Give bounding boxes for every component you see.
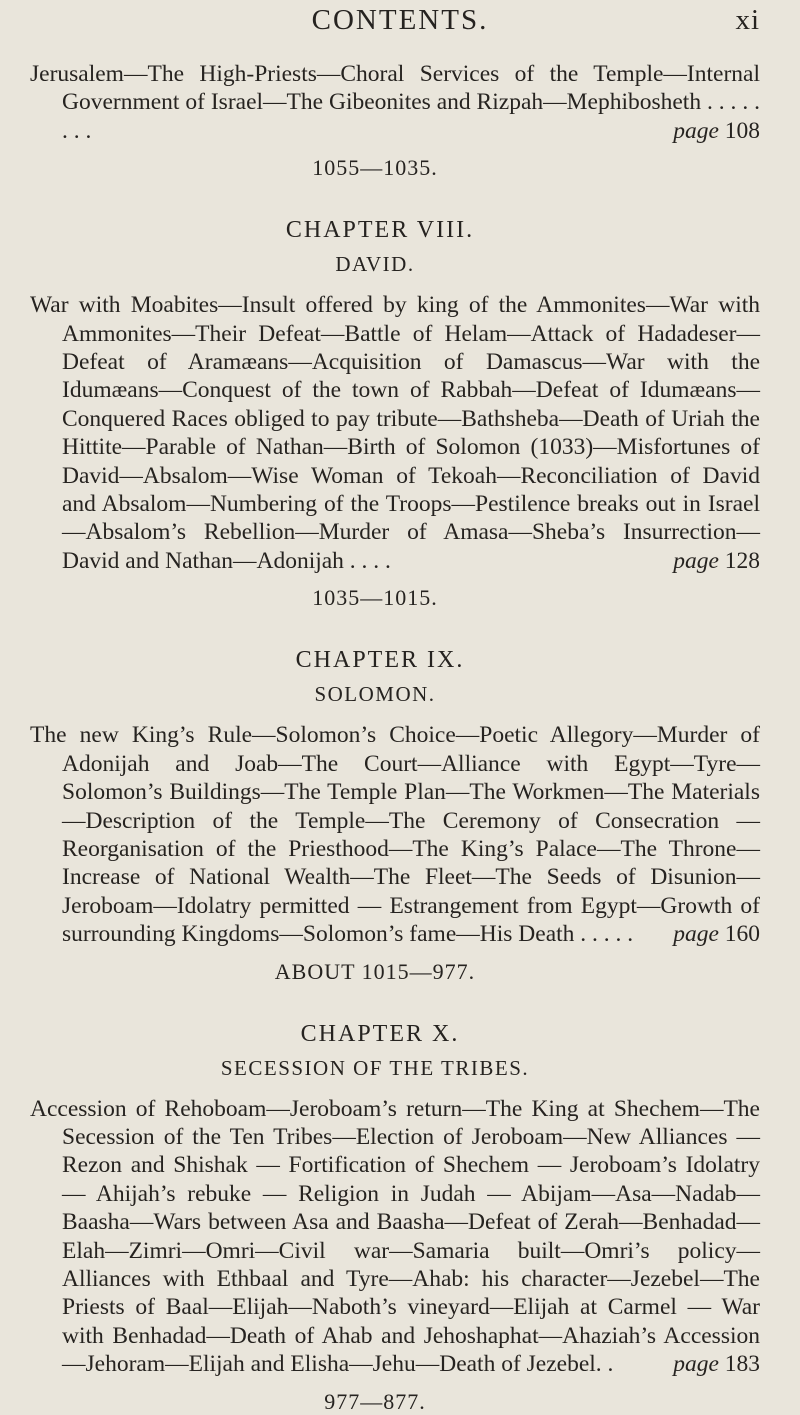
date-range: 1055—1035. — [312, 155, 438, 181]
date-range: 977—877. — [324, 1388, 426, 1414]
entry-text: Jerusalem—The High-Priests—Choral Services of the Temple—Internal Government of Israel—The Gibeonites and Rizpah—Mephibosheth . . . . . . . . — [30, 61, 760, 144]
page-number: 128 — [724, 547, 760, 574]
page-reference: page 108 — [673, 117, 760, 144]
page-number: 183 — [724, 1351, 760, 1378]
summary-text: The new King’s Rule—Solomon’s Choice—Poetic Allegory—Murder of Adonijah and Joab—The Court—Alliance with Egypt—Tyre—Solomon’s Buildings—The Temple Plan—The Workmen—The Materials—Description of the Temple—The Ceremony of Consecration — Reorganisation of the Priesthood—The King’s Palace—The Throne—Increase of National Wealth—The Fleet—The Seeds of Disunion—Jeroboam—Idolatry permitted — Estrangement from Egypt—Growth of surrounding Kingdoms—Solomon’s fame—His Death . . . . . — [30, 722, 760, 948]
summary-text: Accession of Rehoboam—Jeroboam’s return—The King at Shechem—The Secession of the Ten Tribes—Election of Jeroboam—New Alliances — Rezon and Shishak — Fortification of Shechem — Jeroboam’s Idolatry — Ahijah’s rebuke — Religion in Judah — Abijam—Asa—Nadab—Baasha—Wars between Asa and Baasha—Defeat of Zerah—Benhadad—Elah—Zimri—Omri—Civil war—Samaria built—Omri’s policy—Alliances with Ethbaal and Tyre—Ahab: his character—Jezebel—The Priests of Baal—Elijah—Naboth’s vineyard—Elijah at Carmel — War with Benhadad—Death of Ahab and Jehoshaphat—Ahaziah’s Accession—Jehoram—Elijah and Elisha—Jehu—Death of Jezebel. . — [30, 1095, 760, 1378]
page-number: 160 — [724, 921, 760, 948]
page-number: 108 — [724, 117, 760, 144]
summary-text: War with Moabites—Insult offered by king of the Ammonites—War with Ammonites—Their Defeat—Battle of Helam—Attack of Hadadeser—Defeat of Aramæans—Acquisition of Damascus—War with the Idumæans—Conquest of the town of Rabbah—Defeat of Idumæans—Conquered Races obliged to pay tribute—Bathsheba—Death of Uriah the Hittite—Parable of Nathan—Birth of Solomon (1033)—Misfortunes of David—Absalom—Wise Woman of Tekoah—Reconciliation of David and Absalom—Numbering of the Troops—Pestilence breaks out in Israel—Absalom’s Rebellion—Murder of Amasa—Sheba’s Insurrection—David and Nathan—Adonijah . . . . — [30, 292, 760, 574]
chapter-title: CHAPTER X. — [300, 1020, 460, 1047]
chapter-title: CHAPTER IX. — [295, 647, 465, 674]
running-header — [0, 2, 800, 42]
contents-entry — [30, 60, 760, 145]
date-range: 1035—1015. — [312, 585, 438, 611]
contents-list — [30, 60, 760, 1415]
chapter-summary — [30, 1095, 760, 1379]
page-reference: page 183 — [673, 1351, 760, 1378]
chapter-subtitle: DAVID. — [335, 252, 415, 277]
chapter-subtitle: SECESSION OF THE TRIBES. — [220, 1055, 530, 1080]
page-reference: page 128 — [673, 547, 760, 574]
page-reference: page 160 — [673, 921, 760, 948]
chapter-summary — [30, 291, 760, 575]
chapter-summary — [30, 721, 760, 948]
page-folio: xi — [735, 4, 760, 36]
header-title: CONTENTS. — [311, 4, 489, 36]
chapter-subtitle: SOLOMON. — [314, 682, 436, 707]
date-range: ABOUT 1015—977. — [274, 958, 476, 984]
chapter-title: CHAPTER VIII. — [285, 217, 475, 244]
